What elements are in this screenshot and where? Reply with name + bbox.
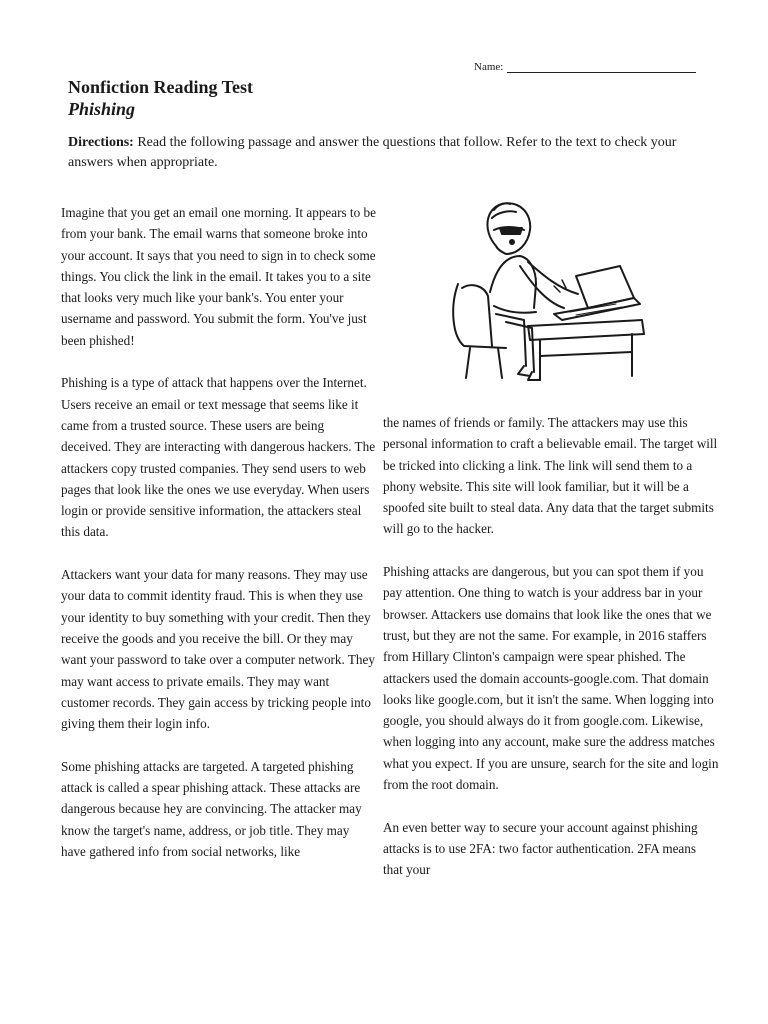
paragraph: Imagine that you get an email one morning. It appears to be from your bank. The email warns that someone broke into your account. It says that you need to sign in to check some things. You click the link in the email. It takes you to a site that looks very much like your bank's. You enter your username and password. You submit the form. You've just been phished! — [61, 205, 376, 348]
name-label: Name: — [474, 61, 504, 73]
page-title: Nonfiction Reading Test — [68, 77, 254, 97]
directions-text: Read the following passage and answer the questions that follow. Refer to the text to check your answers when appropriate. — [68, 135, 677, 170]
name-blank-line[interactable] — [507, 60, 696, 73]
name-field[interactable] — [474, 60, 696, 73]
right-column — [383, 412, 719, 902]
page-subtitle: Phishing — [68, 99, 136, 119]
directions — [68, 133, 698, 173]
left-column — [61, 202, 377, 884]
paragraph: Attackers want your data for many reasons. They may use your data to commit identity fraud. This is when they use your identity to buy something with your credit. Then they receive the goods and you receive the bill. Or they may want your password to take over a computer network. They may want access to private emails. They may want customer records. They gain access by tricking people into giving them their login info. — [61, 567, 375, 732]
directions-label: Directions: — [68, 135, 134, 150]
paragraph: Some phishing attacks are targeted. A targeted phishing attack is called a spear phishing attack. These attacks are dangerous because hey are convincing. The attacker may know the target's name, address, or job title. They may have gathered info from social networks, like — [61, 758, 362, 859]
paragraph: the names of friends or family. The attackers may use this personal information to craft a believable email. The target will be tricked into clicking a link. The link will send them to a phony website. This site will look familiar, but it will be a spoofed site built to steal data. Any data that the target submits will go to the hacker. — [383, 415, 718, 537]
paragraph: An even better way to secure your account against phishing attacks is to use 2FA: two factor authentication. 2FA means that your — [383, 819, 698, 878]
paragraph: Phishing attacks are dangerous, but you can spot them if you pay attention. One thing to watch is your address bar in your browser. Attackers use domains that look like the ones that we trust, but they are not the same. For example, in 2016 staffers from Hillary Clinton's campaign were spear phished. The attackers used the domain accounts-google.com. That domain looks like google.com, but it isn't the same. When logging into google, you should always do it from google.com. Likewise, when logging into any account, make sure the address matches what you expect. If you are unsure, search for the site and login from the root domain. — [383, 564, 719, 793]
paragraph: Phishing is a type of attack that happens over the Internet. Users receive an email or text message that seems like it came from a trusted source. These users are being deceived. They are interacting with dangerous hackers. The attackers copy trusted companies. They send users to web pages that look like the ones we use everyday. When users login or provide sensitive information, the attackers steal this data. — [61, 375, 376, 540]
hacker-at-laptop-icon — [436, 196, 656, 386]
